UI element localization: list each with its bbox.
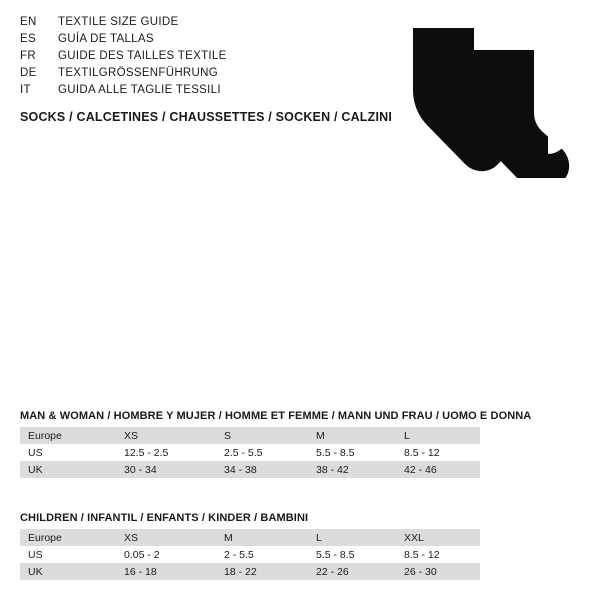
table-cell: M <box>216 529 308 546</box>
adults-size-table-section <box>20 410 532 478</box>
children-size-table-section <box>20 512 480 580</box>
language-row <box>20 67 400 84</box>
table-cell: L <box>396 427 480 444</box>
table-cell: US <box>20 546 116 563</box>
table-cell: 42 - 46 <box>396 461 480 478</box>
table-cell: 34 - 38 <box>216 461 308 478</box>
socks-icon <box>404 18 570 178</box>
language-text: TEXTILE SIZE GUIDE <box>58 16 179 28</box>
table-row <box>20 427 480 444</box>
table-cell: 2 - 5.5 <box>216 546 308 563</box>
table-cell: 2.5 - 5.5 <box>216 444 308 461</box>
language-text: TEXTILGRÖSSENFÜHRUNG <box>58 67 218 79</box>
table-cell: XS <box>116 427 216 444</box>
table-cell: 5.5 - 8.5 <box>308 546 396 563</box>
table-cell: 8.5 - 12 <box>396 546 480 563</box>
table-row <box>20 461 480 478</box>
table-cell: XS <box>116 529 216 546</box>
table-cell: UK <box>20 563 116 580</box>
language-row <box>20 84 400 101</box>
table-cell: M <box>308 427 396 444</box>
language-code: ES <box>20 33 36 45</box>
table-title: MAN & WOMAN / HOMBRE Y MUJER / HOMME ET FEMME / MANN UND FRAU / UOMO E DONNA <box>20 410 532 422</box>
table-cell: 38 - 42 <box>308 461 396 478</box>
language-code: EN <box>20 16 37 28</box>
table-row <box>20 563 480 580</box>
table-cell: Europe <box>20 427 116 444</box>
language-list <box>20 16 400 101</box>
table-cell: 0.05 - 2 <box>116 546 216 563</box>
table-cell: 16 - 18 <box>116 563 216 580</box>
language-code: DE <box>20 67 37 79</box>
table-title: CHILDREN / INFANTIL / ENFANTS / KINDER / BAMBINI <box>20 512 309 524</box>
table-cell: XXL <box>396 529 480 546</box>
table-cell: 30 - 34 <box>116 461 216 478</box>
table-cell: UK <box>20 461 116 478</box>
language-text: GUIDE DES TAILLES TEXTILE <box>58 50 227 62</box>
table-row <box>20 529 480 546</box>
table-row <box>20 444 480 461</box>
children-size-table <box>20 529 480 580</box>
table-cell: 26 - 30 <box>396 563 480 580</box>
table-cell: 8.5 - 12 <box>396 444 480 461</box>
page-subtitle: SOCKS / CALCETINES / CHAUSSETTES / SOCKEN / CALZINI <box>20 110 393 124</box>
table-cell: 12.5 - 2.5 <box>116 444 216 461</box>
language-text: GUIDA ALLE TAGLIE TESSILI <box>58 84 221 96</box>
table-cell: L <box>308 529 396 546</box>
table-cell: S <box>216 427 308 444</box>
table-cell: 18 - 22 <box>216 563 308 580</box>
language-code: IT <box>20 84 31 96</box>
table-row <box>20 546 480 563</box>
language-row <box>20 16 400 33</box>
language-code: FR <box>20 50 36 62</box>
adults-size-table <box>20 427 480 478</box>
table-cell: 22 - 26 <box>308 563 396 580</box>
language-row <box>20 33 400 50</box>
table-cell: US <box>20 444 116 461</box>
language-text: GUÍA DE TALLAS <box>58 33 154 45</box>
table-cell: Europe <box>20 529 116 546</box>
table-cell: 5.5 - 8.5 <box>308 444 396 461</box>
language-row <box>20 50 400 67</box>
